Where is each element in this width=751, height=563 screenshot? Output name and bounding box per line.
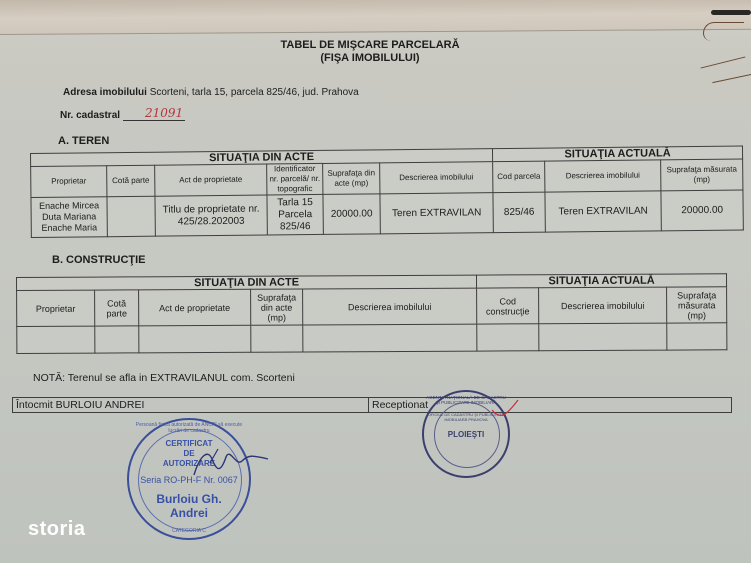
constructie-header-suprafata-acte: Suprafaţa din acte (mp) bbox=[251, 289, 303, 325]
constructie-cell-suprafata-acte bbox=[251, 325, 303, 352]
constructie-cell-act-proprietate bbox=[139, 325, 251, 353]
stamp-ring-text: AGENŢIA NAŢIONALĂ DE CADASTRU ŞI PUBLICITATE IMOBILIARĂ bbox=[426, 395, 506, 405]
teren-cell-act-proprietate: Titlu de proprietate nr. 425/28.202003 bbox=[155, 195, 267, 236]
stamp-serial: Seria RO-PH-F Nr. 0067 bbox=[140, 475, 238, 485]
constructie-header-cod-constructie: Cod construcţie bbox=[477, 288, 539, 324]
cadastral-underline bbox=[123, 120, 185, 121]
address-label: Adresa imobilului bbox=[63, 87, 147, 98]
document-title bbox=[200, 39, 540, 65]
stamp-line: AUTORIZARE bbox=[162, 459, 216, 468]
title-line-2: (FIŞA IMOBILULUI) bbox=[320, 52, 420, 64]
identificator-line: Parcela bbox=[278, 208, 313, 220]
stamp-inner-text: OFICIUL DE CADASTRU ŞI PUBLICITATE IMOBILIARĂ PRAHOVA bbox=[427, 412, 505, 422]
constructie-header-descriere: Descrierea imobilului bbox=[303, 288, 477, 325]
stamp-line: DE bbox=[183, 449, 195, 458]
constructie-table bbox=[16, 273, 727, 354]
teren-header-proprietar: Proprietar bbox=[31, 166, 107, 198]
owner-name: Enache Maria bbox=[41, 222, 98, 233]
owner-name: Duta Mariana bbox=[42, 211, 97, 222]
constructie-cell-cod-constructie bbox=[477, 324, 539, 351]
teren-header-descriere-actuala: Descrierea imobilului bbox=[545, 160, 661, 192]
storia-watermark-logo: storia bbox=[28, 518, 86, 540]
constructie-cell-descriere-actuala bbox=[539, 323, 667, 351]
stamp-name: Andrei bbox=[169, 506, 208, 520]
constructie-group-acte: SITUAŢIA DIN ACTE bbox=[17, 275, 477, 290]
constructie-group-actuala: SITUAŢIA ACTUALĂ bbox=[477, 274, 727, 288]
teren-cell-descriere: Teren EXTRAVILAN bbox=[380, 193, 493, 234]
teren-header-suprafata-masurata: Suprafaţa măsurata (mp) bbox=[661, 159, 743, 191]
teren-cell-cod-parcela: 825/46 bbox=[493, 192, 545, 233]
table-row bbox=[31, 190, 743, 237]
constructie-cell-proprietar bbox=[17, 326, 95, 353]
stamp-city: PLOIEŞTI bbox=[447, 430, 485, 439]
identificator-line: 825/46 bbox=[279, 220, 311, 232]
owner-name: Enache Mircea bbox=[38, 200, 100, 211]
teren-header-act-proprietate: Act de proprietate bbox=[155, 164, 267, 196]
stamp-line: CERTIFICAT bbox=[165, 439, 213, 448]
address-value: Scorteni, tarla 15, parcela 825/46, jud. Prahova bbox=[149, 87, 359, 98]
teren-header-descriere: Descrierea imobilului bbox=[380, 162, 493, 194]
constructie-cell-suprafata-masurata bbox=[667, 323, 727, 350]
address-line bbox=[63, 87, 359, 98]
section-teren-title: A. TEREN bbox=[58, 135, 110, 147]
constructie-cell-cota-parte bbox=[95, 326, 139, 353]
pen-mark bbox=[703, 22, 744, 41]
stamp-ring-text-top: Persoană fizică autorizată de ANCPI să execute lucrări de cadastru bbox=[135, 422, 243, 434]
footer-note: NOTĂ: Terenul se afla in EXTRAVILANUL com. Scorteni bbox=[33, 372, 295, 384]
binder-clip bbox=[711, 10, 751, 15]
teren-cell-proprietari bbox=[31, 197, 107, 238]
pen-mark bbox=[701, 56, 746, 68]
teren-group-actuala: SITUAŢIA ACTUALĂ bbox=[493, 146, 743, 162]
cadastral-label: Nr. cadastral bbox=[60, 110, 121, 121]
teren-cell-suprafata-acte: 20000.00 bbox=[323, 194, 380, 235]
teren-header-identificator: Identificator nr. parcelă/ nr. topografic bbox=[267, 163, 323, 195]
underlying-sheet bbox=[0, 0, 751, 35]
constructie-header-descriere-actuala: Descrierea imobilului bbox=[539, 287, 667, 324]
table-row bbox=[17, 323, 727, 354]
teren-cell-identificator bbox=[267, 194, 323, 235]
constructie-header-act-proprietate: Act de proprietate bbox=[139, 289, 251, 326]
stamp-ring-text-bottom: CATEGORIA C bbox=[172, 528, 206, 534]
teren-cell-descriere-actuala: Teren EXTRAVILAN bbox=[545, 191, 661, 232]
handwritten-signature bbox=[190, 445, 270, 481]
constructie-header-suprafata-masurata: Suprafaţa măsurata (mp) bbox=[667, 287, 727, 323]
teren-group-acte: SITUAŢIA DIN ACTE bbox=[31, 149, 493, 167]
teren-header-cota-parte: Cotă parte bbox=[107, 165, 155, 197]
teren-table bbox=[30, 146, 744, 238]
constructie-header-cota-parte: Cotă parte bbox=[95, 290, 139, 326]
red-check-mark bbox=[490, 398, 520, 422]
teren-cell-suprafata-masurata: 20000.00 bbox=[661, 190, 743, 231]
receptionat-cell: Receptionat bbox=[372, 399, 429, 411]
teren-cell-cota-parte bbox=[107, 196, 155, 237]
title-line-1: TABEL DE MIŞCARE PARCELARĂ bbox=[280, 39, 460, 51]
identificator-line: Tarla 15 bbox=[277, 196, 313, 208]
teren-header-suprafata-acte: Suprafaţa din acte (mp) bbox=[323, 163, 380, 195]
constructie-header-proprietar: Proprietar bbox=[17, 290, 95, 326]
signature-row bbox=[12, 397, 732, 413]
teren-header-cod-parcela: Cod parcela bbox=[493, 161, 545, 193]
pen-mark bbox=[712, 74, 751, 83]
intocmit-cell: Întocmit BURLOIU ANDREI bbox=[13, 398, 369, 412]
constructie-cell-descriere bbox=[303, 324, 477, 352]
cadastral-value-handwritten: 21091 bbox=[145, 106, 184, 120]
section-constructie-title: B. CONSTRUCŢIE bbox=[52, 254, 146, 266]
stamp-name: Burloiu Gh. bbox=[156, 492, 222, 506]
